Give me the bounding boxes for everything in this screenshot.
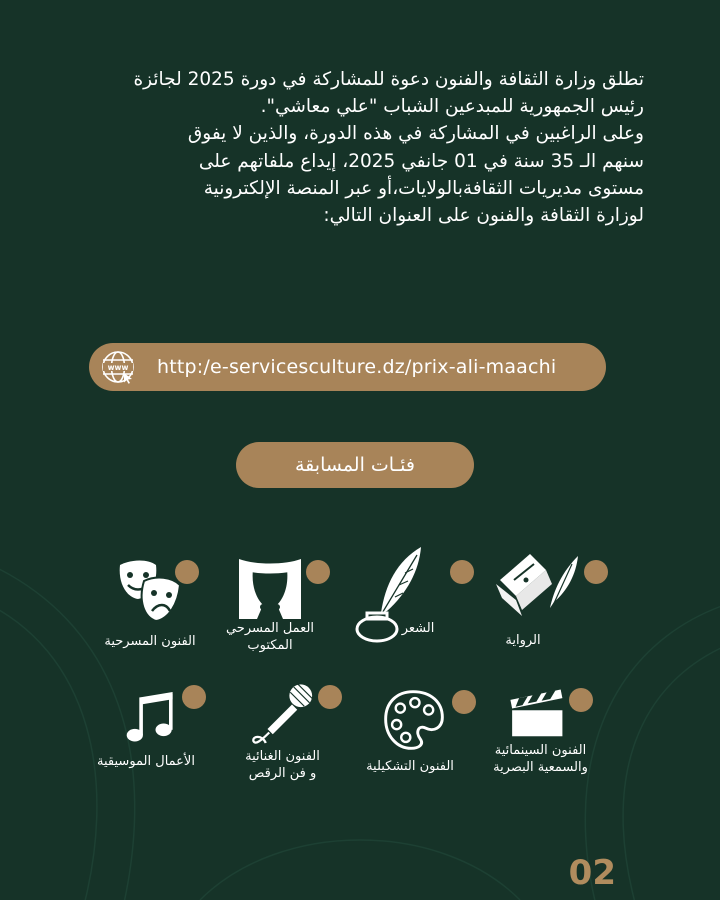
category-label: الفنون المسرحية (104, 634, 196, 649)
category-dot (318, 685, 342, 709)
url-text: http:/e-servicesculture.dz/prix-ali-maachi (157, 356, 557, 378)
category-dot (569, 688, 593, 712)
page-number: 02 (568, 853, 616, 893)
music-note-icon (124, 692, 178, 746)
palette-icon (382, 688, 446, 752)
category-theatrical-arts (100, 555, 250, 665)
url-link-pill[interactable] (89, 343, 606, 391)
category-dot (306, 560, 330, 584)
category-singing-dance (230, 680, 380, 790)
category-musical-works (90, 680, 240, 790)
intro-line: رئيس الجمهورية للمبدعين الشباب "علي معاشي". (260, 96, 644, 118)
categories-title: فئـات المسابقة (236, 442, 474, 488)
category-label: الشعر (401, 621, 435, 636)
category-label-line2: والسمعية البصرية (493, 760, 588, 775)
intro-line: تطلق وزارة الثقافة والفنون دعوة للمشاركة في دورة 2025 لجائزة (133, 69, 644, 90)
category-label: الرواية (505, 633, 541, 648)
intro-line: وعلى الراغبين في المشاركة في هذه الدورة، والذين لا يفوق (187, 123, 644, 145)
category-novel (478, 545, 628, 655)
intro-line: سنهم الـ 35 سنة في 01 جانفي 2025، إيداع ملفاتهم على (198, 150, 644, 172)
category-dot (182, 685, 206, 709)
book-feather-icon (488, 550, 578, 620)
category-label: الفنون التشكيلية (366, 759, 454, 774)
category-label: الفنون الغنائية (245, 749, 320, 764)
category-fine-arts (360, 680, 510, 790)
www-globe-icon (100, 349, 136, 385)
category-dot (450, 560, 474, 584)
category-label-line2: و فن الرقص (248, 766, 317, 781)
category-label: الأعمال الموسيقية (97, 754, 195, 769)
svg-text:www: www (107, 363, 129, 372)
category-label: الفنون السينمائية (494, 743, 587, 758)
microphone-icon (250, 680, 320, 750)
intro-line: لوزارة الثقافة والفنون على العنوان التالي: (323, 205, 644, 227)
category-dot (452, 690, 476, 714)
intro-text (72, 66, 644, 229)
category-dot (175, 560, 199, 584)
category-dot (584, 560, 608, 584)
category-label-line2: المكتوب (247, 638, 293, 653)
clapperboard-icon (508, 686, 570, 738)
intro-line: مستوى مديريات الثقافةبالولايات،أو عبر المنصة الإلكترونية (203, 177, 644, 199)
category-label: العمل المسرحي (225, 621, 315, 636)
